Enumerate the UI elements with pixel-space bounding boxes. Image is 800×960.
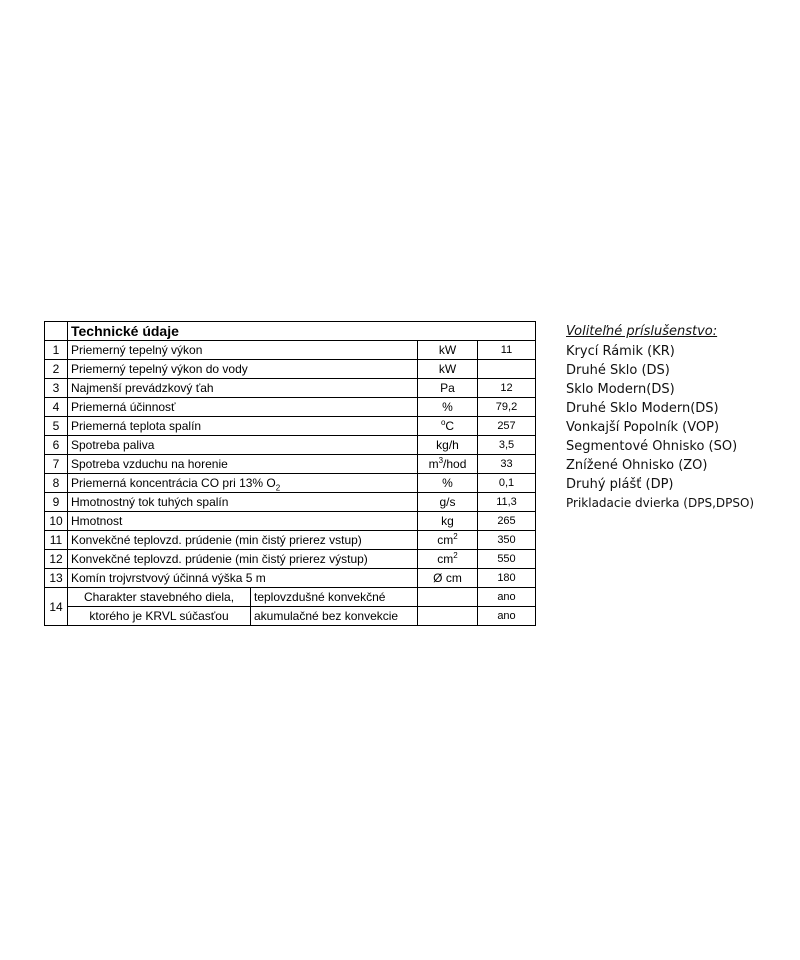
row-unit [418,569,478,588]
row-label-text: Priemerná teplota spalín [71,419,202,433]
table-row [45,531,536,550]
row-label [68,436,418,455]
row-unit [418,360,478,379]
accessory-item: Sklo Modern(DS) [566,382,675,397]
unit-text: g/s [439,495,456,509]
row-label [68,493,418,512]
table-row [45,493,536,512]
row-label [68,398,418,417]
unit-text: kW [438,343,457,357]
unit-text: Pa [440,381,455,395]
row-label-text: Hmotnostný tok tuhých spalín [71,495,229,509]
unit-superscript: o [440,418,446,427]
row-label [68,531,418,550]
row-value: 33 [478,455,536,474]
option-convective: teplovzdušné konvekčné [251,588,418,607]
unit-text: kW [438,362,457,376]
row-label [68,379,418,398]
table-row [45,569,536,588]
row-number: 1 [45,341,68,360]
accessories-title: Voliteľné príslušenstvo: [566,324,718,339]
accessory-item: Druhý plášť (DP) [566,477,674,492]
option-accumulative: akumulačné bez konvekcie [251,607,418,626]
row-unit [418,607,478,626]
row-unit [418,531,478,550]
row-label [68,474,418,493]
row-unit [418,455,478,474]
unit-superscript: 2 [453,532,458,541]
row-unit [418,398,478,417]
table-row [45,588,536,607]
row-value: ano [478,588,536,607]
unit-text: cm [437,533,454,547]
row-value: 79,2 [478,398,536,417]
row-number: 5 [45,417,68,436]
table-row [45,512,536,531]
accessory-item: Druhé Sklo Modern(DS) [566,401,719,416]
row-number: 7 [45,455,68,474]
unit-text: Ø cm [433,571,462,585]
unit-text: cm [437,552,454,566]
row-value: 550 [478,550,536,569]
row-label [68,341,418,360]
row-unit [418,550,478,569]
row-number: 6 [45,436,68,455]
table-row [45,341,536,360]
row-label-text: Priemerný tepelný výkon do vody [71,362,248,376]
row-unit [418,341,478,360]
row-value: ano [478,607,536,626]
row-label [68,569,418,588]
table-row [45,550,536,569]
label-subscript: 2 [275,483,281,493]
accessory-item: Krycí Rámik (KR) [566,344,675,359]
building-character-line2: ktorého je KRVL súčasťou [68,607,251,626]
technical-data-table [44,321,536,626]
row-number: 12 [45,550,68,569]
row-value: 265 [478,512,536,531]
row-value: 257 [478,417,536,436]
row-number: 14 [45,588,68,626]
row-label-text: Spotreba paliva [71,438,155,452]
unit-superscript: 3 [438,456,444,465]
unit-text: m [428,457,439,471]
row-value: 12 [478,379,536,398]
unit-text: % [442,476,453,490]
row-unit [418,588,478,607]
row-label [68,512,418,531]
unit-superscript: 2 [453,551,458,560]
table-title-row [45,322,536,341]
accessory-item: Znížené Ohnisko (ZO) [566,458,708,473]
row-label-text: Konvekčné teplovzd. prúdenie (min čistý prierez vstup) [71,533,362,547]
table-row [45,379,536,398]
corner-cell [45,322,68,341]
accessory-item: Segmentové Ohnisko (SO) [566,439,738,454]
unit-text: % [442,400,453,414]
row-value: 11,3 [478,493,536,512]
row-value: 0,1 [478,474,536,493]
table-row [45,607,536,626]
row-number: 3 [45,379,68,398]
accessories-list [566,322,754,513]
row-value: 11 [478,341,536,360]
row-number: 4 [45,398,68,417]
row-label-text: Najmenší prevádzkový ťah [71,381,214,395]
row-unit [418,512,478,531]
table-row [45,455,536,474]
row-value [478,360,536,379]
row-value: 3,5 [478,436,536,455]
table-row [45,436,536,455]
unit-text: kg [441,514,454,528]
accessory-item: Druhé Sklo (DS) [566,363,670,378]
accessory-item: Prikladacie dvierka (DPS,DPSO) [566,496,755,510]
row-unit [418,379,478,398]
row-label-text: Spotreba vzduchu na horenie [71,457,228,471]
row-number: 13 [45,569,68,588]
row-number: 8 [45,474,68,493]
row-value: 350 [478,531,536,550]
row-unit [418,417,478,436]
row-label-text: Priemerná koncentrácia CO pri 13% O [71,476,276,490]
unit-text: kg/h [436,438,459,452]
row-unit [418,474,478,493]
row-label-text: Hmotnost [71,514,123,528]
row-label-text: Komín trojvrstvový účinná výška 5 m [71,571,266,585]
row-label-text: Konvekčné teplovzd. prúdenie (min čistý prierez výstup) [71,552,368,566]
table-row [45,417,536,436]
table-row [45,474,536,493]
row-label-text: Priemerný tepelný výkon [71,343,203,357]
table-title: Technické údaje [68,322,536,341]
row-label [68,360,418,379]
row-unit [418,493,478,512]
row-label [68,417,418,436]
row-number: 2 [45,360,68,379]
table-row [45,398,536,417]
row-number: 11 [45,531,68,550]
row-label [68,550,418,569]
row-label-text: Priemerná účinnosť [71,400,176,414]
table-row [45,360,536,379]
row-value: 180 [478,569,536,588]
row-label [68,455,418,474]
unit-text: C [445,419,455,433]
accessory-item: Vonkajší Popolník (VOP) [566,420,720,435]
row-unit [418,436,478,455]
unit-tail: /hod [443,457,467,471]
row-number: 9 [45,493,68,512]
building-character-line1: Charakter stavebného diela, [68,588,251,607]
row-number: 10 [45,512,68,531]
